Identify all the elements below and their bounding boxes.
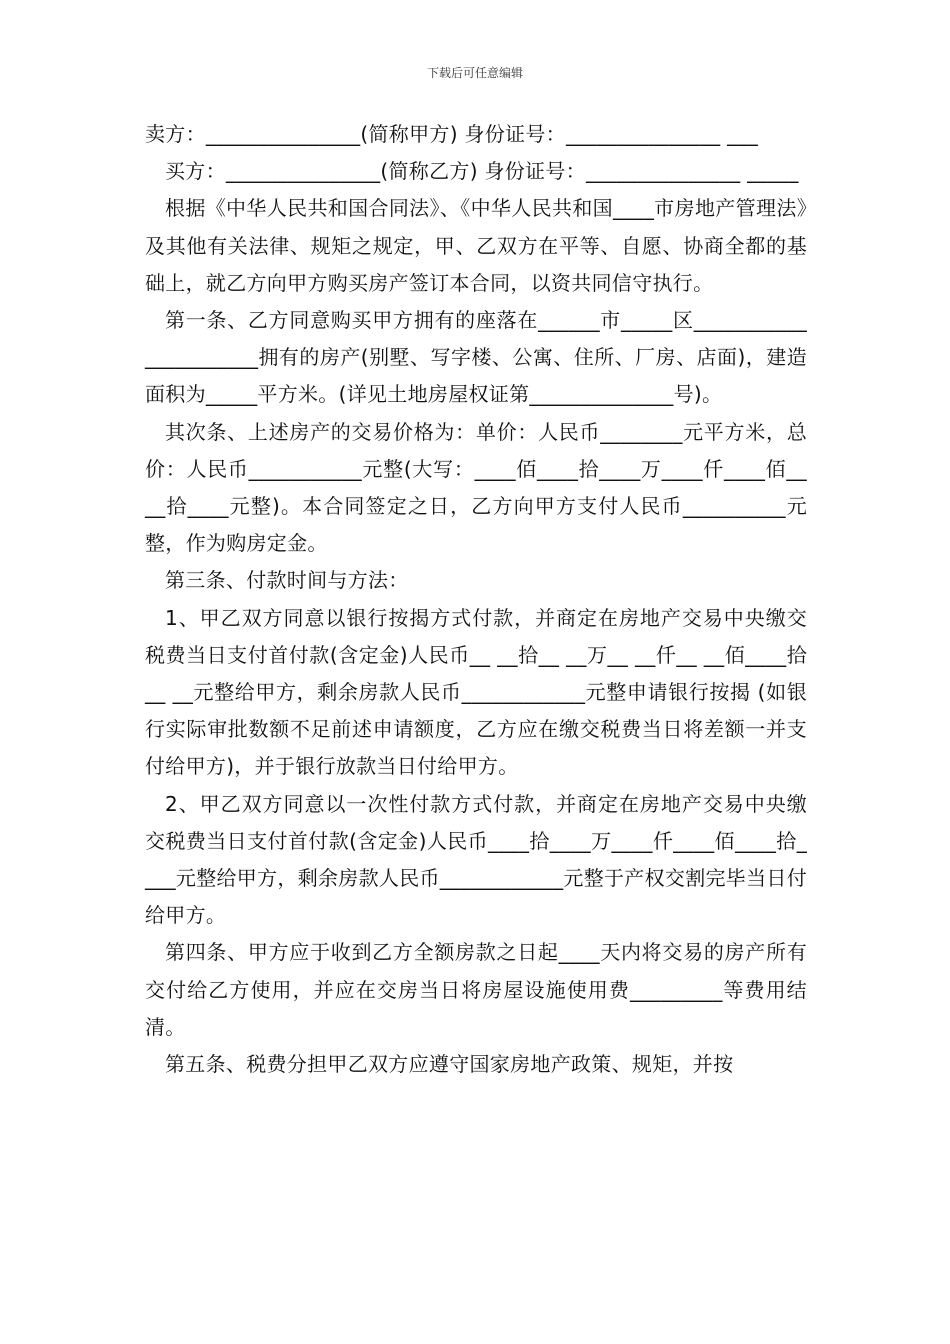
article-3-item-2: 2、甲乙双方同意以一次性付款方式付款，并商定在房地产交易中央缴交税费当日支付首付款(含定金)人民币____拾____万____仟____佰____拾____元整给甲方，剩余房款人民币____________元整于产权交割完毕当日付给甲方。 [145, 791, 807, 928]
article-3-heading: 第三条、付款时间与方法： [165, 568, 409, 593]
contract-body [145, 116, 807, 1083]
preamble-paragraph: 根据《中华人民共和国合同法》、《中华人民共和国____市房地产管理法》及其他有关法律、规矩之规定，甲、乙双方在平等、自愿、协商全都的基础上，就乙方向甲方购买房产签订本合同，以资共同信守执行。 [145, 196, 807, 295]
article-3-item-1: 1、甲乙双方同意以银行按揭方式付款，并商定在房地产交易中央缴交税费当日支付首付款(含定金)人民币__ __拾__ __万__ __仟__ __佰____拾__ __元整给甲方，剩余房款人民币____________元整申请银行按揭 (如银行实际审批数额不足前述申请额度，乙方应在缴交税费当日将差额一并支付给甲方)，并于银行放款当日付给甲方。 [145, 605, 807, 779]
article-5-paragraph: 第五条、税费分担甲乙双方应遵守国家房地产政策、规矩，并按 [165, 1052, 734, 1077]
article-1-paragraph: 第一条、乙方同意购买甲方拥有的座落在______市_____区______________________拥有的房产(别墅、写字楼、公寓、住所、厂房、店面)，建造面积为_____平方米。(详见土地房屋权证第______________号)。 [145, 308, 807, 407]
buyer-line: 买方：_______________(简称乙方) 身份证号：_______________ _____ [165, 159, 799, 184]
article-4-paragraph: 第四条、甲方应于收到乙方全额房款之日起____天内将交易的房产所有交付给乙方使用，并应在交房当日将房屋设施使用费_________等费用结清。 [145, 940, 807, 1039]
article-2-paragraph: 其次条、上述房产的交易价格为：单价：人民币________元平方米，总价：人民币___________元整(大写：____佰____拾____万____仟____佰____拾____元整)。本合同签定之日，乙方向甲方支付人民币__________元整，作为购房定金。 [145, 419, 807, 556]
page-header-note: 下载后可任意编辑 [426, 66, 523, 80]
seller-line: 卖方：_______________(简称甲方) 身份证号：_______________ ___ [145, 122, 759, 146]
